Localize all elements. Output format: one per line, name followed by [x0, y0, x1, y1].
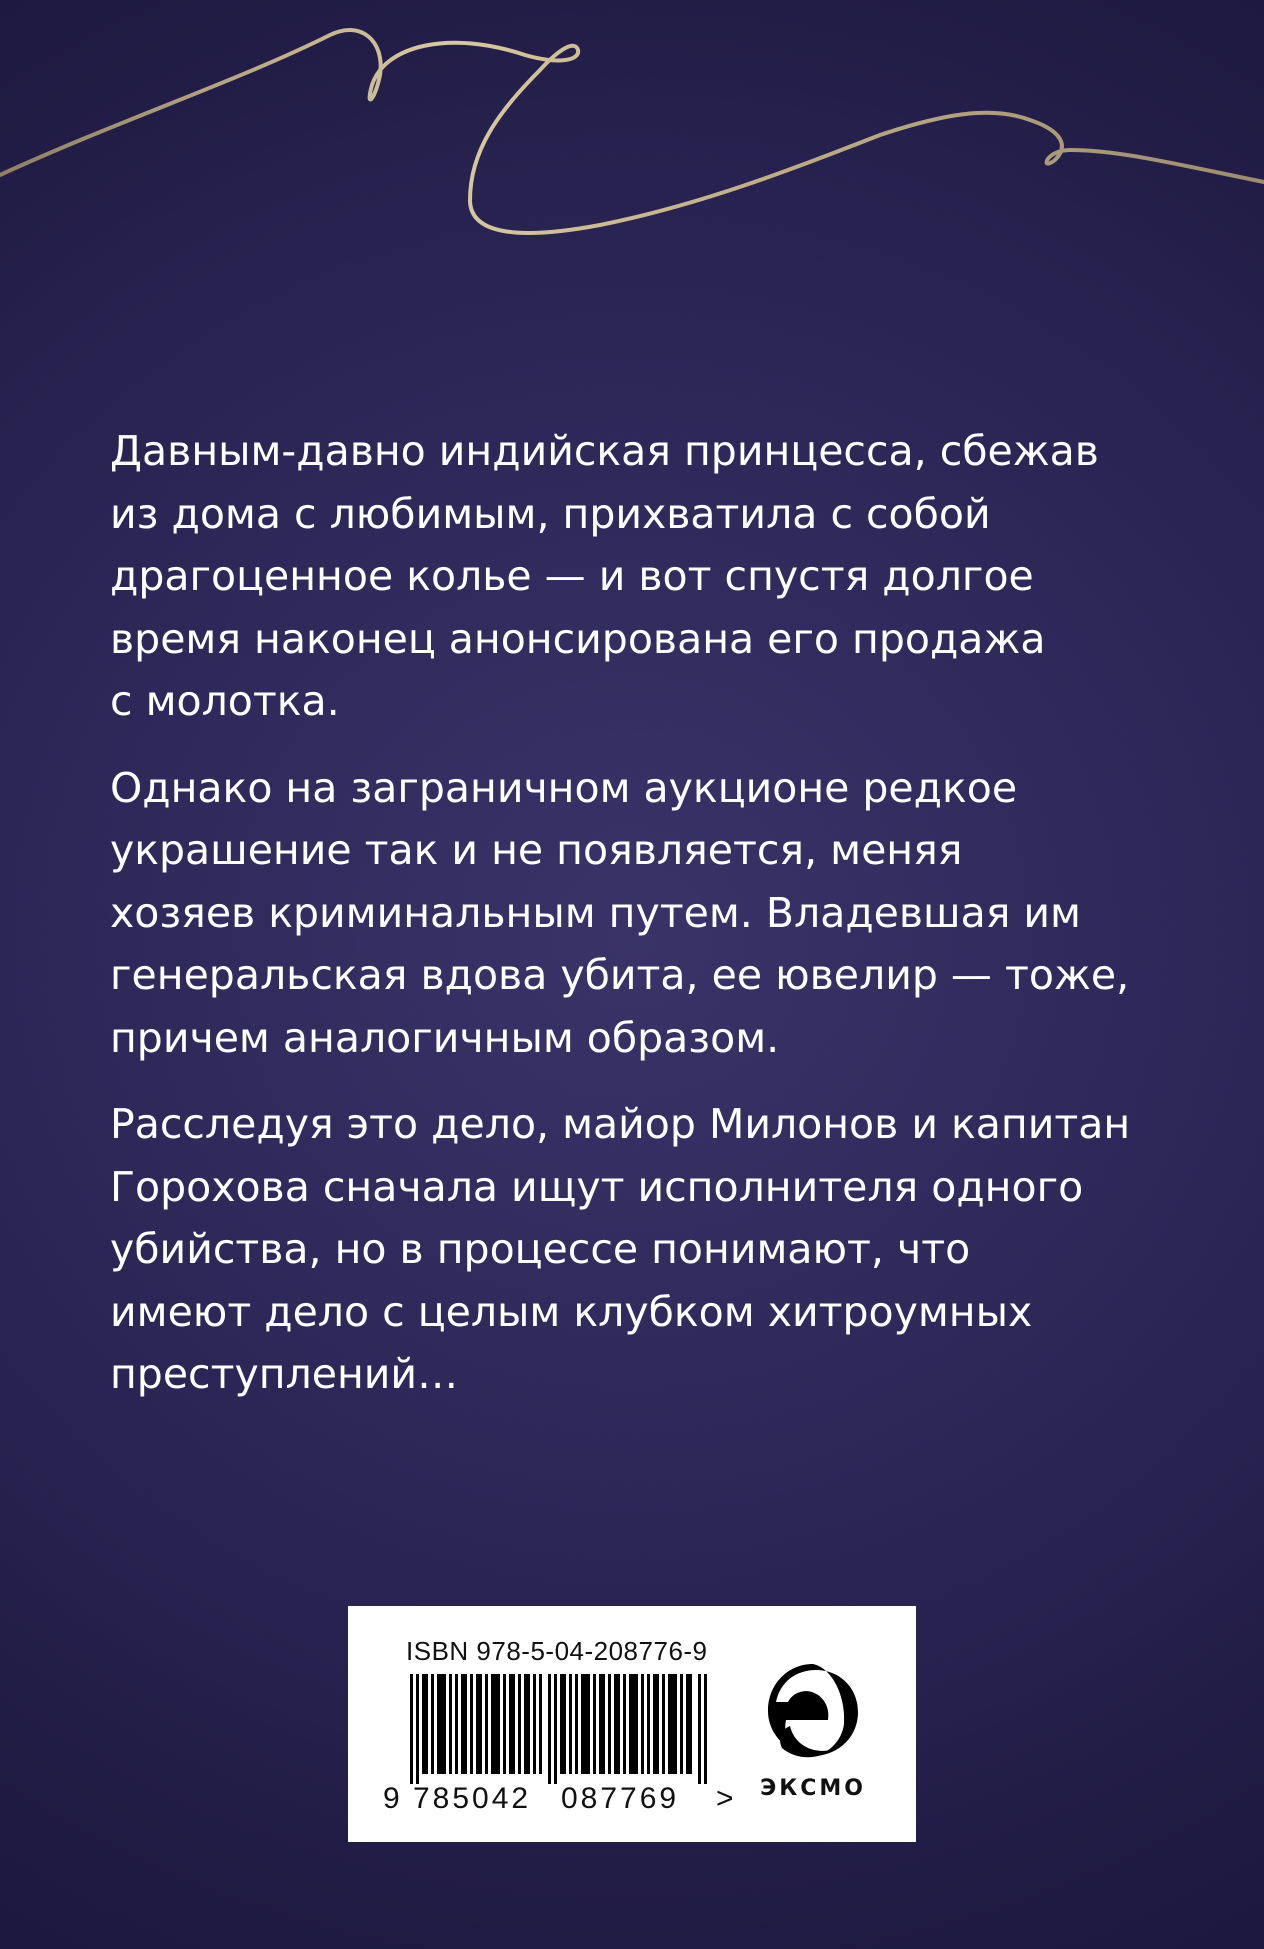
ean-quiet-zone-arrow: >: [716, 1782, 734, 1815]
blurb-paragraph-1: Давным-давно индийская принцесса, сбежав из дома с любимым, прихватила с собой драгоценное колье — и вот спустя долгое время наконец анонсирована его продажа с молотка.: [110, 427, 1099, 725]
ean-right-group: 087769: [561, 1782, 680, 1815]
publisher-name: ЭКСМО: [760, 1776, 866, 1801]
ean-barcode: [410, 1674, 710, 1784]
ean-first-digit: 9: [383, 1782, 400, 1815]
isbn-number: ISBN 978-5-04-208776-9: [406, 1636, 708, 1666]
ean-left-group: 785042: [413, 1782, 532, 1815]
blurb-paragraph-2: Однако на заграничном аукционе редкое украшение так и не появляется, меняя хозяев криминальным путем. Владевшая им генеральская вдова убита, ее ювелир — тоже, причем аналогичным образом.: [110, 763, 1130, 1062]
ean-digits: [383, 1782, 743, 1949]
gold-flourish-ornament: [0, 0, 1264, 280]
back-cover-blurb: [110, 420, 1190, 1430]
eksmo-logo-icon: [758, 1656, 868, 1766]
blurb-paragraph-3: Расследуя это дело, майор Милонов и капитан Горохова сначала ищут исполнителя одного убийства, но в процессе понимают, что имеют дело с целым клубком хитроумных преступлений…: [110, 1100, 1131, 1398]
barcode-label: [348, 1606, 916, 1842]
